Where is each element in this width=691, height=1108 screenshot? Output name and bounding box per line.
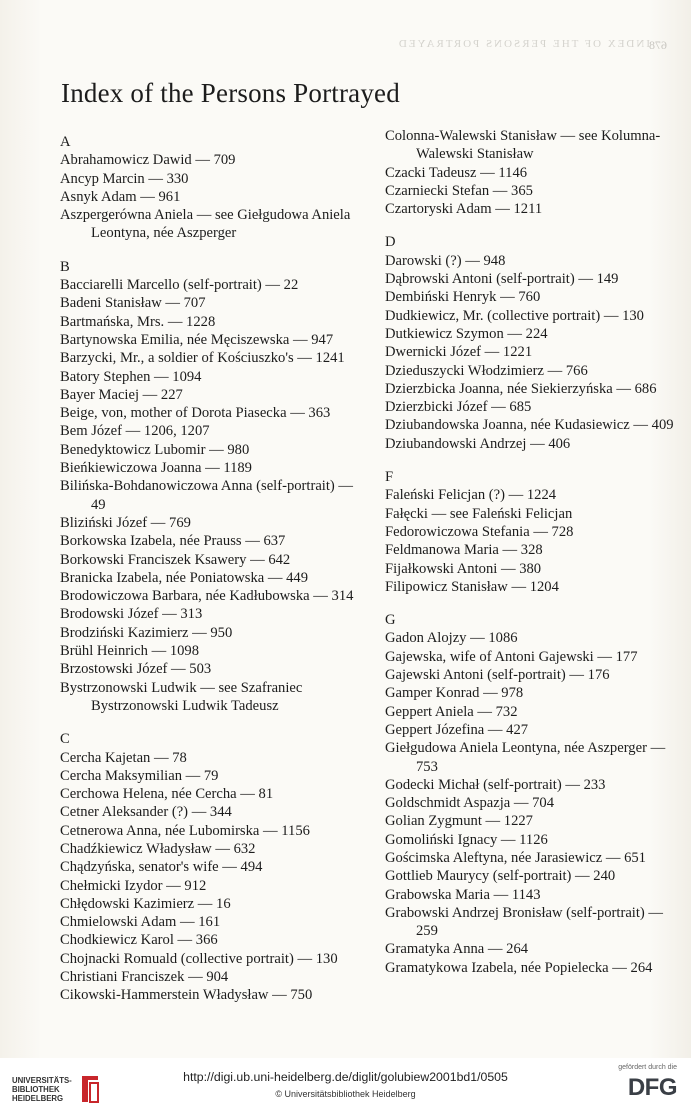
index-entry: Brodziński Kazimierz — 950 <box>60 624 233 641</box>
index-column-left <box>60 133 365 1020</box>
index-entry: Bilińska-Bohdanowiczowa Anna (self-portrait) — 49 <box>60 478 354 513</box>
index-entry: Bliziński Józef — 769 <box>60 514 191 531</box>
index-entry: Filipowicz Stanisław — 1204 <box>385 578 559 595</box>
index-entry: Chadźkiewicz Władysław — 632 <box>60 840 256 857</box>
bleed-through-header: INDEX OF THE PERSONS PORTRAYED <box>396 38 650 50</box>
section-letter: C <box>60 731 70 748</box>
index-section <box>385 233 677 453</box>
index-entry: Batory Stephen — 1094 <box>60 368 202 385</box>
index-entry: Dzieduszycki Włodzimierz — 766 <box>385 362 588 379</box>
index-entry: Gadon Alojzy — 1086 <box>385 630 518 647</box>
index-entry: Geppert Aniela — 732 <box>385 703 518 720</box>
index-entry: Ancyp Marcin — 330 <box>60 170 189 187</box>
index-entry: Gajewski Antoni (self-portrait) — 176 <box>385 667 610 684</box>
index-entry: Dwernicki Józef — 1221 <box>385 344 533 361</box>
index-entry: Grabowski Andrzej Bronisław (self-portrait) — 259 <box>385 904 664 940</box>
library-name-line1: UNIVERSITÄTS- <box>12 1076 72 1085</box>
index-entry: Dembiński Henryk — 760 <box>385 289 541 306</box>
index-entry: Darowski (?) — 948 <box>385 252 506 269</box>
index-entry: Chodkiewicz Karol — 366 <box>60 932 218 949</box>
index-entry: Dutkiewicz Szymon — 224 <box>385 325 548 342</box>
index-entry: Gramatyka Anna — 264 <box>385 941 529 958</box>
index-entry: Dzierzbicka Joanna, née Siekierzyńska — 686 <box>385 380 657 397</box>
index-column-right <box>385 127 677 992</box>
index-entry: Bem Józef — 1206, 1207 <box>60 423 210 440</box>
section-letter: G <box>385 612 396 629</box>
index-entry: Bacciarelli Marcello (self-portrait) — 22 <box>60 277 299 294</box>
index-entry: Gottlieb Maurycy (self-portrait) — 240 <box>385 868 616 885</box>
index-entry: Czacki Tadeusz — 1146 <box>385 164 528 181</box>
index-entry: Barzycki, Mr., a soldier of Kościuszko's — 1241 <box>60 350 345 367</box>
section-letter: A <box>60 134 71 150</box>
index-entry: Abrahamowicz Dawid — 709 <box>60 152 236 169</box>
index-entry: Gramatykowa Izabela, née Popielecka — 264 <box>385 959 653 976</box>
index-entry: Brühl Heinrich — 1098 <box>60 643 200 660</box>
index-section <box>60 730 365 1004</box>
copyright-notice: © Universitätsbibliothek Heidelberg <box>275 1089 416 1099</box>
dfg-logo[interactable]: DFG <box>627 1074 677 1101</box>
index-entry: Gamper Konrad — 978 <box>385 685 524 702</box>
section-letter: F <box>385 469 394 486</box>
index-entry: Geppert Józefina — 427 <box>385 721 529 738</box>
index-section <box>385 127 677 218</box>
index-entry: Dziubandowski Andrzej — 406 <box>385 435 571 452</box>
section-letter: D <box>385 234 396 251</box>
section-letter: B <box>60 258 70 275</box>
index-entry: Chłędowski Kazimierz — 16 <box>60 895 231 912</box>
index-entry: Brodowski Józef — 313 <box>60 606 203 623</box>
index-entry: Aszpergerówna Aniela — see Giełgudowa Aniela Leontyna, née Aszperger <box>60 207 351 242</box>
page-title: Index of the Persons Portrayed <box>61 78 400 108</box>
bleed-through-page-number: 678 <box>649 38 667 52</box>
index-entry: Dudkiewicz, Mr. (collective portrait) — 130 <box>385 307 644 324</box>
index-entry: Branicka Izabela, née Poniatowska — 449 <box>60 569 309 586</box>
index-entry: Chądzyńska, senator's wife — 494 <box>60 859 263 876</box>
index-entry: Beige, von, mother of Dorota Piasecka — 363 <box>60 405 331 422</box>
index-entry: Borkowski Franciszek Ksawery — 642 <box>60 551 291 568</box>
library-name-line2: BIBLIOTHEK <box>12 1085 60 1094</box>
index-entry: Brzostowski Józef — 503 <box>60 661 212 678</box>
index-entry: Bayer Maciej — 227 <box>60 386 183 403</box>
index-entry: Cercha Kajetan — 78 <box>60 749 187 766</box>
index-section <box>60 133 365 243</box>
index-entry: Cetnerowa Anna, née Lubomirska — 1156 <box>60 822 310 839</box>
index-entry: Chmielowski Adam — 161 <box>60 914 221 931</box>
index-entry: Dzierzbicki Józef — 685 <box>385 399 532 416</box>
index-entry: Cikowski-Hammerstein Władysław — 750 <box>60 987 313 1004</box>
index-entry: Giełgudowa Aniela Leontyna, née Aszperger — 753 <box>385 740 666 775</box>
permalink-url[interactable]: http://digi.ub.uni-heidelberg.de/diglit/golubiew2001bd1/0505 <box>183 1070 508 1084</box>
footer <box>0 1058 691 1108</box>
index-entry: Cerchowa Helena, née Cercha — 81 <box>60 786 274 803</box>
index-entry: Dąbrowski Antoni (self-portrait) — 149 <box>385 271 619 288</box>
index-entry: Chełmicki Izydor — 912 <box>60 877 207 894</box>
index-entry: Gościmska Aleftyna, née Jarasiewicz — 651 <box>385 849 646 866</box>
index-entry: Bartynowska Emilia, née Męciszewska — 947 <box>60 331 334 348</box>
index-entry: Bystrzonowski Ludwik — see Szafraniec Bystrzonowski Ludwik Tadeusz <box>60 679 303 714</box>
index-entry: Fałęcki — see Faleński Felicjan <box>385 505 573 522</box>
index-entry: Cetner Aleksander (?) — 344 <box>60 804 232 821</box>
index-entry: Bartmańska, Mrs. — 1228 <box>60 313 216 330</box>
index-entry: Czartoryski Adam — 1211 <box>385 201 543 218</box>
index-entry: Godecki Michał (self-portrait) — 233 <box>385 776 606 793</box>
index-entry: Cercha Maksymilian — 79 <box>60 767 219 784</box>
index-entry: Bieńkiewiczowa Joanna — 1189 <box>60 460 252 477</box>
index-entry: Dziubandowska Joanna, née Kudasiewicz — 409 <box>385 417 674 434</box>
index-entry: Goldschmidt Aspazja — 704 <box>385 795 555 812</box>
index-entry: Grabowska Maria — 1143 <box>385 886 541 903</box>
index-entry: Gajewska, wife of Antoni Gajewski — 177 <box>385 648 638 665</box>
index-entry: Benedyktowicz Lubomir — 980 <box>60 441 250 458</box>
index-section <box>60 258 365 715</box>
index-entry: Fedorowiczowa Stefania — 728 <box>385 523 574 540</box>
index-entry: Czarniecki Stefan — 365 <box>385 182 533 199</box>
index-entry: Gomoliński Ignacy — 1126 <box>385 831 548 848</box>
index-section <box>385 468 677 596</box>
index-entry: Fijałkowski Antoni — 380 <box>385 560 542 577</box>
index-entry: Colonna-Walewski Stanisław — see Kolumna-Walewski Stanisław <box>385 128 661 163</box>
index-entry: Asnyk Adam — 961 <box>60 188 181 205</box>
index-entry: Faleński Felicjan (?) — 1224 <box>385 487 557 504</box>
index-entry: Badeni Stanisław — 707 <box>60 295 206 312</box>
index-entry: Golian Zygmunt — 1227 <box>385 813 533 830</box>
funding-note: gefördert durch die <box>618 1064 677 1071</box>
index-entry: Borkowska Izabela, née Prauss — 637 <box>60 533 286 550</box>
index-entry: Chojnacki Romuald (collective portrait) — 130 <box>60 950 338 967</box>
index-entry: Brodowiczowa Barbara, née Kadłubowska — 314 <box>60 588 354 605</box>
index-entry: Christiani Franciszek — 904 <box>60 969 229 986</box>
index-section <box>385 611 677 977</box>
library-name-line3: HEIDELBERG <box>12 1094 64 1103</box>
index-entry: Feldmanowa Maria — 328 <box>385 542 543 559</box>
